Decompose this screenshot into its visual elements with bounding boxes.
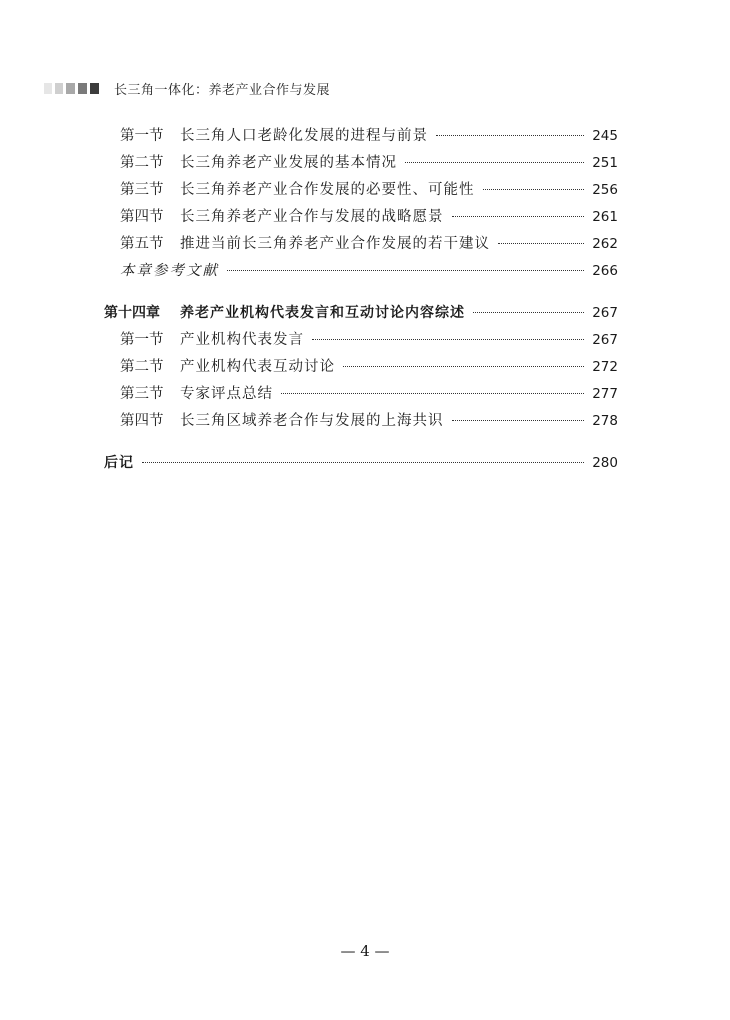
toc-section-number: 第二节 <box>120 155 164 171</box>
toc-section-number: 第三节 <box>120 386 164 402</box>
toc-leader-dots <box>452 216 585 217</box>
toc-section-number: 第一节 <box>120 332 164 348</box>
toc-page-number: 245 <box>592 128 618 144</box>
toc-page-number: 277 <box>592 386 618 402</box>
toc-section-title: 长三角养老产业合作与发展的战略愿景 <box>180 209 444 225</box>
toc-afterword-title: 后记 <box>104 455 134 471</box>
toc-leader-dots <box>142 462 584 463</box>
toc-section-number: 第五节 <box>120 236 164 252</box>
toc-entry[interactable] <box>120 330 618 350</box>
toc-section-title: 专家评点总结 <box>180 386 273 402</box>
toc-page-number: 256 <box>592 182 618 198</box>
toc-entry[interactable] <box>120 384 618 404</box>
toc-section-title: 长三角养老产业发展的基本情况 <box>180 155 397 171</box>
toc-page-number: 278 <box>592 413 618 429</box>
toc-section-number: 第四节 <box>120 209 164 225</box>
toc-chapter-title: 养老产业机构代表发言和互动讨论内容综述 <box>180 305 465 321</box>
toc-page-number: 261 <box>592 209 618 225</box>
toc-entry[interactable] <box>120 207 618 227</box>
toc-leader-dots <box>473 312 584 313</box>
toc-entry[interactable] <box>120 126 618 146</box>
toc-leader-dots <box>343 366 584 367</box>
toc-entry[interactable] <box>120 180 618 200</box>
toc-page-number: 267 <box>592 305 618 321</box>
toc-page-number: 266 <box>592 263 618 279</box>
toc-section-number: 第四节 <box>120 413 164 429</box>
toc-leader-dots <box>227 270 584 271</box>
toc-page-number: 280 <box>592 455 618 471</box>
toc-entry[interactable] <box>120 153 618 173</box>
toc-section-number: 第一节 <box>120 128 164 144</box>
toc-chapter-number: 第十四章 <box>104 305 160 321</box>
toc-leader-dots <box>312 339 584 340</box>
header-title: 长三角一体化：养老产业合作与发展 <box>114 82 331 98</box>
header-decoration-square <box>90 83 99 94</box>
toc-entry-references[interactable] <box>120 261 618 281</box>
toc-leader-dots <box>436 135 584 136</box>
toc-leader-dots <box>452 420 585 421</box>
running-header <box>44 79 330 97</box>
toc-entry[interactable] <box>120 411 618 431</box>
header-decoration-square <box>44 83 52 94</box>
header-decoration-square <box>55 83 63 94</box>
header-decoration-square <box>66 83 75 94</box>
toc-leader-dots <box>483 189 585 190</box>
toc-section-title: 推进当前长三角养老产业合作发展的若干建议 <box>180 236 490 252</box>
toc-page-number: 272 <box>592 359 618 375</box>
toc-entry[interactable] <box>120 357 618 377</box>
toc-references-title: 本章参考文献 <box>120 263 219 279</box>
toc-chapter-entry[interactable] <box>104 303 618 323</box>
toc-leader-dots <box>405 162 584 163</box>
toc-section-title: 产业机构代表互动讨论 <box>180 359 335 375</box>
toc-page-number: 251 <box>592 155 618 171</box>
toc-entry[interactable] <box>120 234 618 254</box>
toc-section-number: 第三节 <box>120 182 164 198</box>
toc-leader-dots <box>498 243 584 244</box>
toc-section-title: 产业机构代表发言 <box>180 332 304 348</box>
toc-page-number: 267 <box>592 332 618 348</box>
toc-leader-dots <box>281 393 584 394</box>
toc-section-title: 长三角区域养老合作与发展的上海共识 <box>180 413 444 429</box>
toc-section-number: 第二节 <box>120 359 164 375</box>
toc-section-title: 长三角养老产业合作发展的必要性、可能性 <box>180 182 475 198</box>
toc-section-title: 长三角人口老龄化发展的进程与前景 <box>180 128 428 144</box>
page-number-footer: — 4 — <box>340 942 390 960</box>
toc-afterword-entry[interactable] <box>104 453 618 473</box>
header-decoration-square <box>78 83 87 94</box>
toc-page-number: 262 <box>592 236 618 252</box>
